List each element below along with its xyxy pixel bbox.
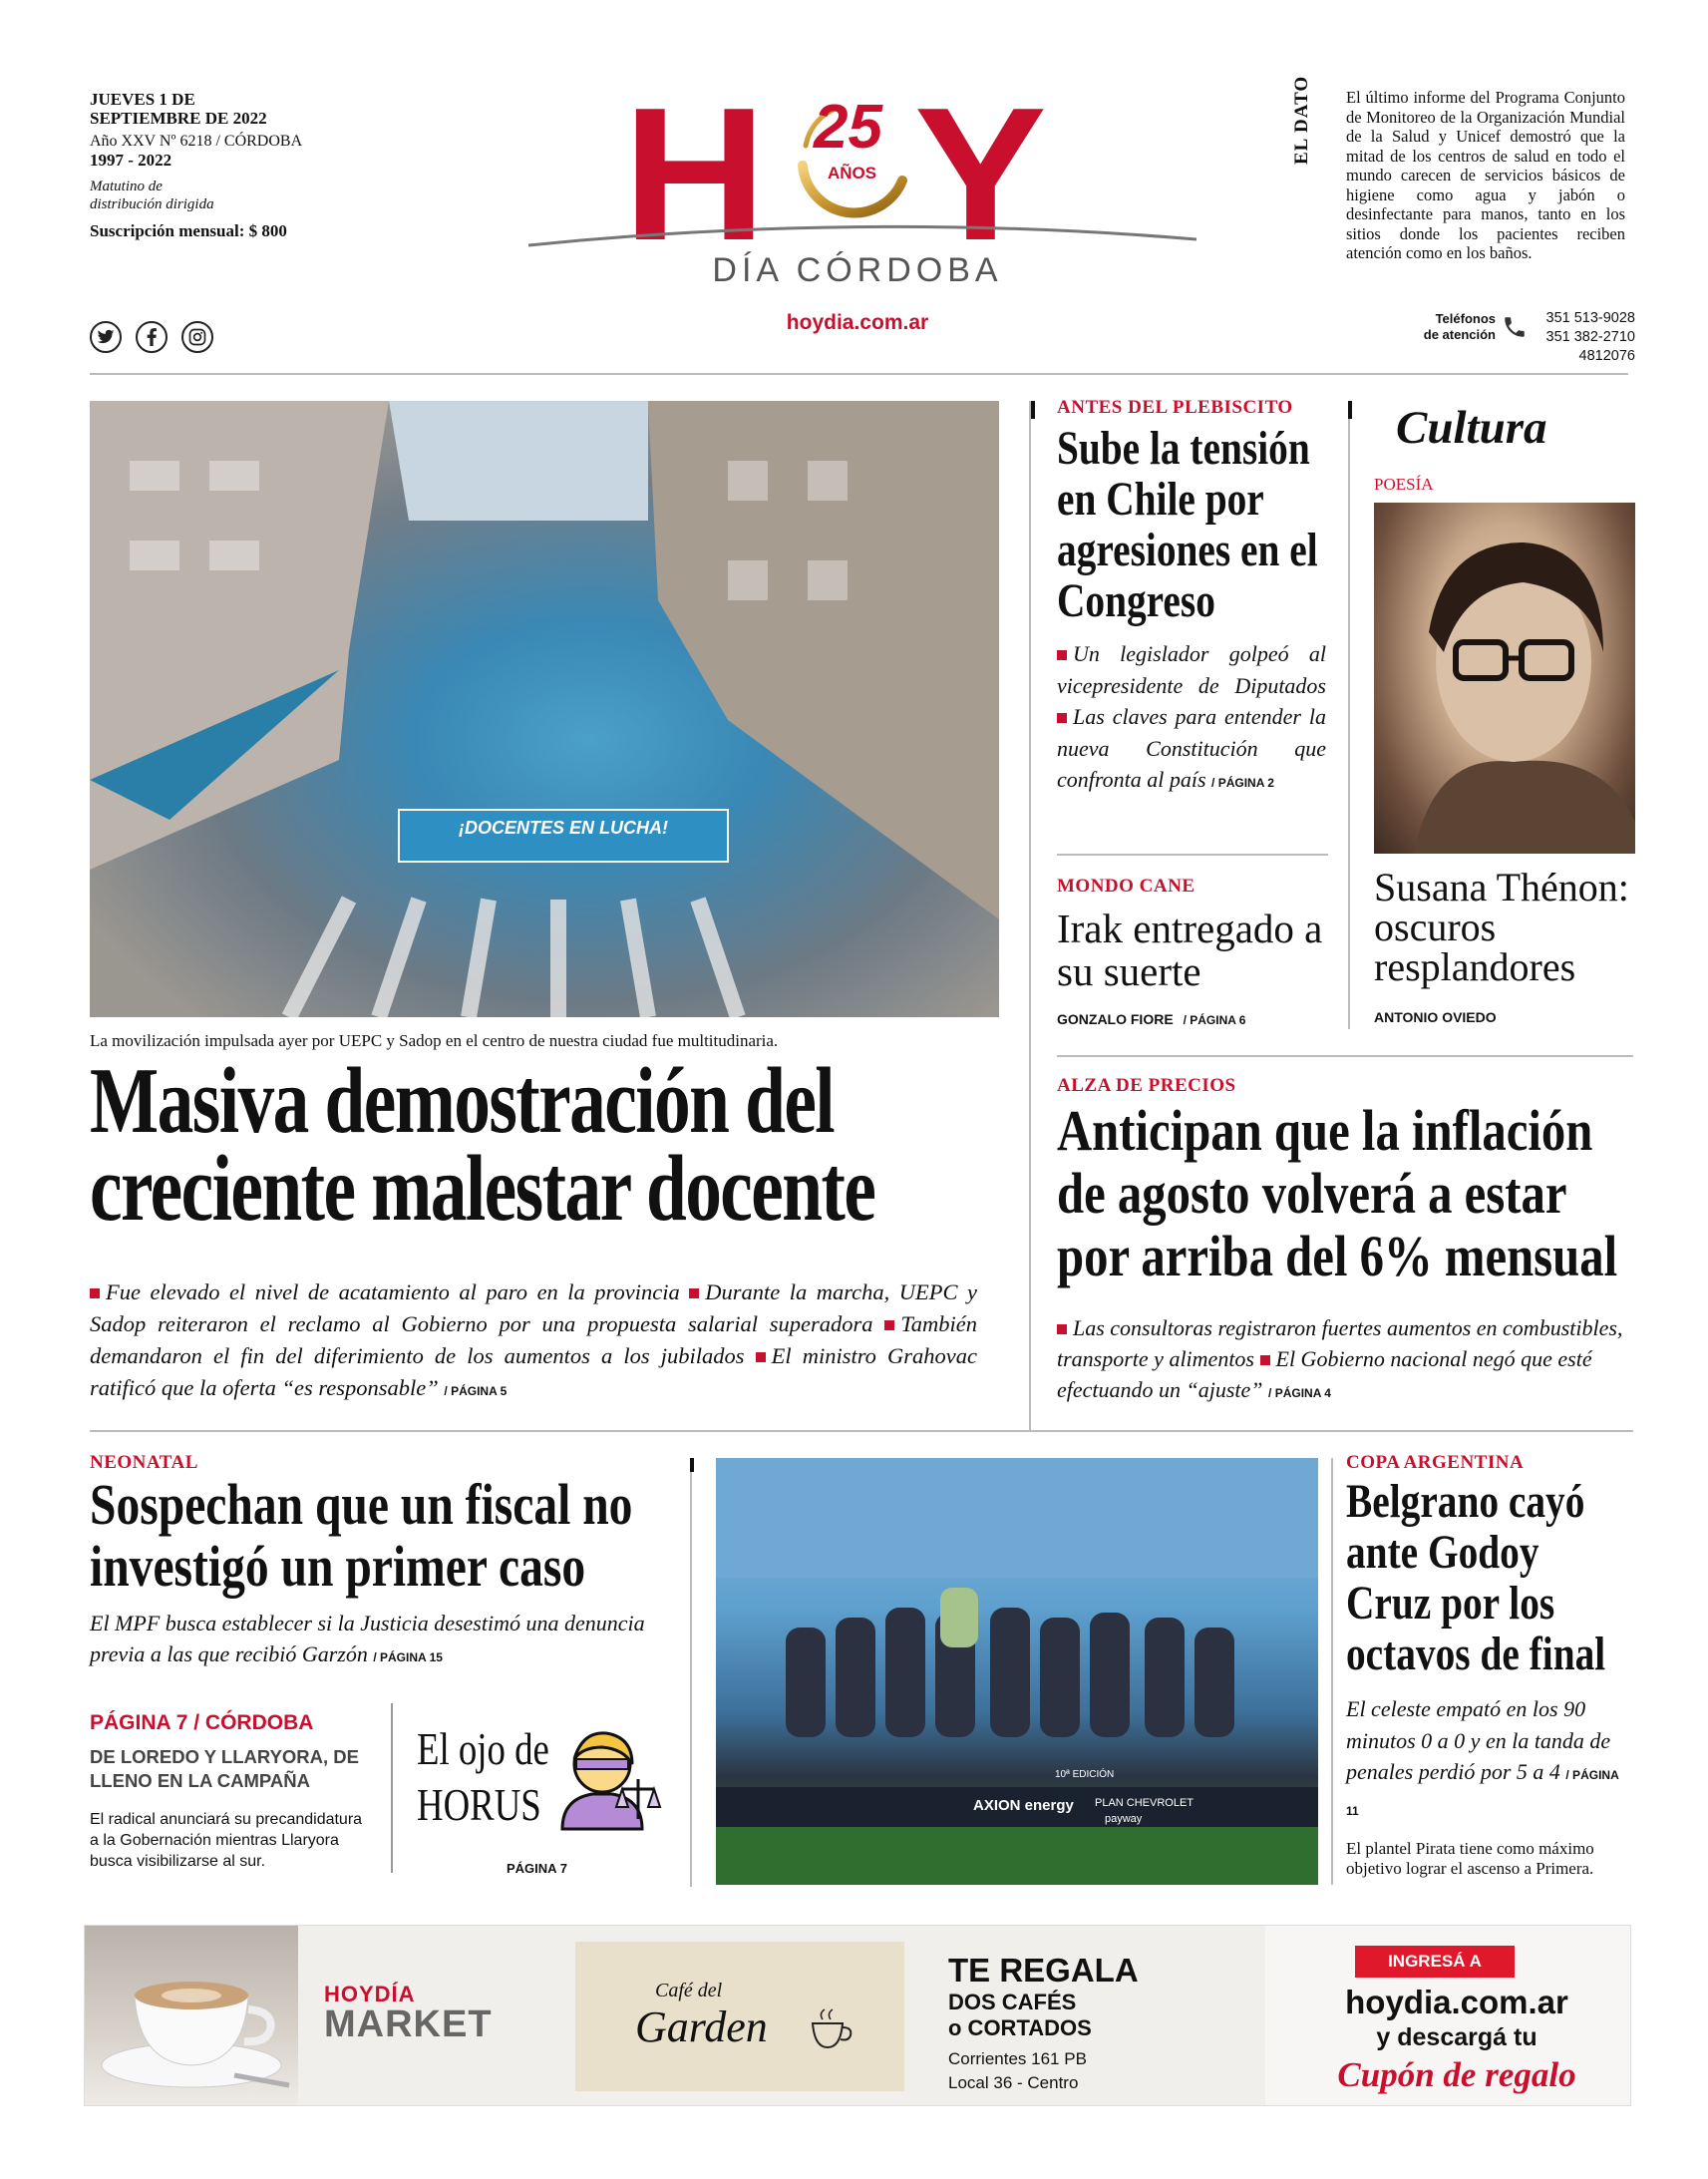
cta-coupon: Cupón de regalo <box>1337 2055 1576 2094</box>
logo-anniversary-word: AÑOS <box>828 164 877 182</box>
page-reference[interactable]: / PÁGINA 6 <box>1183 1013 1246 1027</box>
section-mark <box>1348 401 1352 419</box>
horus-page[interactable]: PÁGINA 7 <box>507 1861 567 1876</box>
phone-number[interactable]: 4812076 <box>1578 348 1635 364</box>
main-headline-line: Masiva demostración del <box>90 1049 835 1153</box>
mondo-headline[interactable]: Irak entregado a su suerte <box>1057 906 1323 994</box>
politica-kicker: PÁGINA 7 / CÓRDOBA <box>90 1711 314 1734</box>
subhead: Las claves para entender la nueva Constitución que confronta al país <box>1057 704 1326 792</box>
inflacion-headline-line: por arriba del 6% mensual <box>1057 1224 1618 1288</box>
mondo-kicker: MONDO CANE <box>1057 876 1196 897</box>
header-divider <box>90 373 1628 375</box>
cultura-section-title: Cultura <box>1396 402 1547 454</box>
column-divider <box>1029 401 1031 1430</box>
inflacion-headline-line: de agosto volverá a estar <box>1057 1161 1567 1226</box>
cultura-headline[interactable]: Susana Thénon: oscuros resplandores <box>1374 865 1629 989</box>
section-mark <box>1031 401 1035 419</box>
chile-headline[interactable]: Sube la tensión en Chile por agresiones en el Congreso <box>1057 422 1318 627</box>
logo-subtitle: DÍA CÓRDOBA <box>712 251 1003 289</box>
cafe-logo-text: Garden <box>635 2002 768 2051</box>
subhead: También demandaron el fin del diferimiento de los aumentos a los jubilados <box>90 1311 977 1368</box>
main-photo-caption: La movilización impulsada ayer por UEPC y Sadop en el centro de nuestra ciudad fue multitudinaria. <box>90 1031 779 1050</box>
offer-line: DOS CAFÉS <box>948 1990 1077 2014</box>
ad-address: Corrientes 161 PB <box>948 2049 1087 2068</box>
phone-icon <box>1502 313 1528 345</box>
phone-numbers <box>1536 309 1635 366</box>
column-divider <box>1331 1458 1333 1885</box>
bullet-icon <box>884 1320 894 1330</box>
coffee-photo <box>85 1926 298 2106</box>
edition-number: Año XXV Nº 6218 / CÓRDOBA <box>90 133 303 150</box>
subhead: El MPF busca establecer si la Justicia desestimó una denuncia previa a las que recibió Garzón <box>90 1611 645 1666</box>
cta-site[interactable]: hoydia.com.ar <box>1345 1984 1568 2020</box>
inflacion-kicker: ALZA DE PRECIOS <box>1057 1075 1236 1096</box>
phone-number[interactable]: 351 382-2710 <box>1545 329 1635 345</box>
cup-icon <box>807 2007 856 2057</box>
twitter-icon[interactable] <box>90 321 122 353</box>
deportes-headline[interactable]: Belgrano cayó ante Godoy Cruz por los octavos de final <box>1346 1475 1606 1680</box>
ad-address: Local 36 - Centro <box>948 2073 1079 2092</box>
phones-label-line: Teléfonos <box>1435 311 1496 326</box>
distribution: distribución dirigida <box>90 196 214 212</box>
subhead: Las consultoras registraron fuertes aumentos en combustibles, transporte y alimentos <box>1057 1315 1623 1371</box>
offer-title: TE REGALA <box>948 1952 1139 1989</box>
page-reference[interactable]: / PÁGINA 11 <box>1346 1768 1619 1818</box>
main-headline[interactable] <box>90 1049 999 1241</box>
main-headline-line: creciente malestar docente <box>90 1137 875 1241</box>
neonatal-headline-line: investigó un primer caso <box>90 1534 586 1599</box>
page-reference[interactable]: / PÁGINA 15 <box>373 1650 443 1664</box>
bullet-icon <box>689 1288 699 1298</box>
section-mark <box>690 1458 694 1472</box>
column-divider <box>1348 401 1350 1029</box>
bullet-icon <box>1260 1355 1270 1365</box>
column-divider <box>690 1458 692 1887</box>
mondo-byline <box>1057 1011 1245 1027</box>
divider <box>90 1430 1633 1432</box>
logo-h: H <box>622 69 767 280</box>
el-dato-text: El último informe del Programa Conjunto de Monitoreo de la Organización Mundial de la Salud y Unicef demostró que la mitad de los centros de salud en todo el mundo carecen de servicios básicos de higiene como agua y jabón o desinfectante para manos, tanto en los sitios donde los pacientes reciben atención como en los baños. <box>1346 88 1625 262</box>
subhead: Un legislador golpeó al vicepresidente de Diputados <box>1057 641 1326 698</box>
inflacion-subheads <box>1057 1312 1625 1409</box>
subscription: Suscripción mensual: $ 800 <box>90 221 287 240</box>
neonatal-headline-line: Sospechan que un fiscal no <box>90 1472 633 1537</box>
deportes-note: El plantel Pirata tiene como máximo objetivo lograr el ascenso a Primera. <box>1346 1839 1594 1878</box>
bullet-icon <box>1057 650 1067 660</box>
masthead-left <box>90 90 409 240</box>
date-line: JUEVES 1 DE <box>90 90 195 109</box>
neonatal-headline[interactable] <box>90 1474 688 1598</box>
subhead: Durante la marcha, UEPC y Sadop reiteraron el reclamo al Gobierno por una propuesta salarial superadora <box>90 1279 978 1336</box>
cta-text: y descargá tu <box>1376 2023 1537 2051</box>
facebook-icon[interactable] <box>136 321 168 353</box>
politica-headline[interactable]: DE LOREDO Y LLARYORA, DE LLENO EN LA CAMPAÑA <box>90 1746 359 1791</box>
divider <box>1057 854 1328 856</box>
inflacion-headline-line: Anticipan que la inflación <box>1057 1098 1593 1163</box>
neonatal-sub <box>90 1608 688 1673</box>
main-subheads <box>90 1276 977 1407</box>
justice-icon <box>542 1719 662 1839</box>
subhead: Fue elevado el nivel de acatamiento al paro en la provincia <box>106 1279 680 1304</box>
ad-brand-2: MARKET <box>324 2003 493 2045</box>
logo-y: Y <box>913 69 1047 280</box>
author: GONZALO FIORE <box>1057 1011 1174 1027</box>
promo-ad[interactable] <box>84 1925 1631 2106</box>
bullet-icon <box>756 1352 766 1362</box>
ad-board-text: 10ª EDICIÓN <box>1055 1769 1115 1780</box>
offer-line: o CORTADOS <box>948 2015 1092 2040</box>
cafe-logo-text: Café del <box>655 1980 723 2001</box>
website-link[interactable]: hoydia.com.ar <box>786 311 929 334</box>
social-links <box>90 321 213 353</box>
team-photo[interactable] <box>716 1458 1318 1885</box>
main-photo[interactable] <box>90 401 999 1017</box>
politica-text: El radical anunciará su precandidatura a la Gobernación mientras Llaryora busca visibilizarse al sur. <box>90 1811 363 1870</box>
logo-swoosh <box>528 217 1196 247</box>
page-reference[interactable]: / PÁGINA 2 <box>1211 776 1274 790</box>
phones-label-line: de atención <box>1423 327 1496 342</box>
cta-button[interactable]: INGRESÁ A <box>1355 1946 1515 1978</box>
bullet-icon <box>1057 1324 1067 1334</box>
phones-label <box>1376 311 1496 343</box>
page-reference[interactable]: / PÁGINA 5 <box>444 1384 508 1398</box>
column-divider <box>391 1703 393 1873</box>
subhead: El Gobierno nacional negó que esté efectuando un “ajuste” <box>1057 1346 1592 1402</box>
chile-subheads <box>1057 638 1326 800</box>
bullet-icon <box>1057 713 1067 723</box>
neonatal-kicker: NEONATAL <box>90 1452 198 1473</box>
horus-line: El ojo de <box>417 1723 549 1774</box>
el-dato-label: EL DATO <box>1291 75 1312 165</box>
phone-number[interactable]: 351 513-9028 <box>1545 310 1635 326</box>
cultura-author: ANTONIO OVIEDO <box>1374 1009 1497 1025</box>
subhead: El celeste empató en los 90 minutos 0 a 0 y en la tanda de penales perdió por 5 a 4 <box>1346 1696 1611 1784</box>
ad-board-text: PLAN CHEVROLET <box>1095 1797 1195 1809</box>
logo-anniversary-number: 25 <box>814 93 882 162</box>
protest-banner-text: ¡DOCENTES EN LUCHA! <box>459 818 668 838</box>
ad-board-text: payway <box>1105 1813 1143 1825</box>
horus-line: HORUS <box>417 1779 541 1830</box>
distribution: Matutino de <box>90 179 163 194</box>
chile-kicker: ANTES DEL PLEBISCITO <box>1057 397 1293 418</box>
cultura-portrait-photo[interactable] <box>1374 503 1635 854</box>
cultura-kicker: POESÍA <box>1374 475 1434 494</box>
subhead: El ministro Grahovac ratificó que la oferta “es responsable” <box>90 1343 978 1400</box>
date-line: SEPTIEMBRE DE 2022 <box>90 109 267 128</box>
cafe-logo <box>575 1942 904 2091</box>
years: 1997 - 2022 <box>90 151 172 170</box>
ad-board-text: AXION energy <box>973 1797 1074 1814</box>
deportes-sub <box>1346 1693 1630 1827</box>
inflacion-headline[interactable] <box>1057 1099 1655 1287</box>
instagram-icon[interactable] <box>181 321 213 353</box>
page-reference[interactable]: / PÁGINA 4 <box>1268 1386 1331 1400</box>
ad-brand-1: HOYDÍA <box>324 1982 416 2006</box>
bullet-icon <box>90 1288 100 1298</box>
divider <box>1057 1055 1633 1057</box>
deportes-kicker: COPA ARGENTINA <box>1346 1452 1525 1473</box>
